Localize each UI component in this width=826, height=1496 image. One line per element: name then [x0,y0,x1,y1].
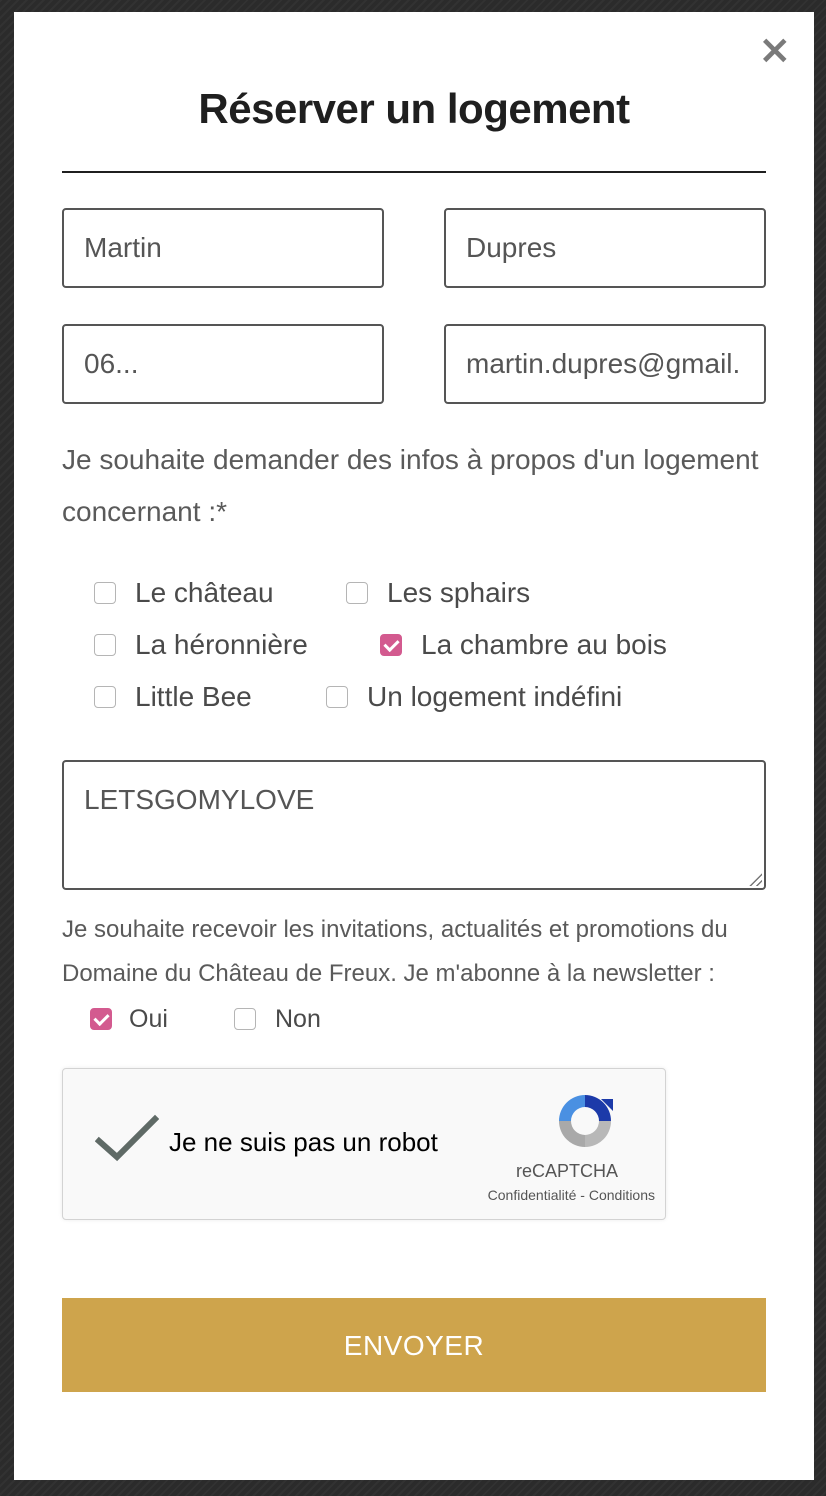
option-label: La héronnière [135,629,308,660]
lodging-option[interactable] [326,680,622,714]
checkbox[interactable] [346,582,368,604]
title-divider [62,171,766,173]
recaptcha-widget [62,1068,666,1220]
booking-modal [14,12,814,1480]
modal-title: Réserver un logement [198,85,630,132]
recaptcha-logo-icon [553,1089,617,1153]
first-name-input[interactable]: Martin [62,208,384,288]
checkbox[interactable] [234,1008,256,1030]
option-label: La chambre au bois [421,629,667,660]
lodging-option[interactable] [380,628,667,662]
recaptcha-links [433,1187,655,1203]
email-input[interactable]: martin.dupres@gmail. [444,324,766,404]
recaptcha-brand: reCAPTCHA [515,1161,618,1181]
lodging-option[interactable] [94,576,274,610]
lodging-option[interactable] [346,576,530,610]
message-textarea[interactable] [62,760,766,890]
option-label: Le château [135,577,274,608]
close-icon[interactable]: × [758,27,792,73]
newsletter-consent-text: Je souhaite recevoir les invitations, actualités et promotions du Domaine du Château de Freux. Je m'abonne à la newsletter : [62,916,728,987]
message-text: LETSGOMYLOVE [84,784,315,815]
checkbox[interactable] [326,686,348,708]
option-label: Un logement indéfini [367,681,623,712]
recaptcha-label: Je ne suis pas un robot [169,1127,438,1157]
phone-input[interactable]: 06... [62,324,384,404]
checkbox[interactable] [94,686,116,708]
checkbox[interactable] [90,1008,112,1030]
checkbox[interactable] [94,582,116,604]
option-label: Oui [129,1005,168,1033]
checkbox[interactable] [94,634,116,656]
submit-button[interactable]: ENVOYER [62,1298,766,1392]
newsletter-option-no[interactable] [234,1002,321,1036]
option-label: Les sphairs [387,577,531,608]
newsletter-option-yes[interactable] [90,1002,168,1036]
link-separator: - [580,1187,585,1203]
checkmark-icon[interactable] [95,1113,159,1163]
resize-handle-icon[interactable] [748,872,762,886]
lodging-option[interactable] [94,628,308,662]
lodging-question: Je souhaite demander des infos à propos d'un logement concernant :* [62,444,759,527]
option-label: Non [275,1005,321,1033]
lodging-option[interactable] [94,680,252,714]
privacy-link[interactable]: Confidentialité [487,1187,577,1203]
terms-link[interactable]: Conditions [588,1187,655,1203]
checkbox[interactable] [380,634,402,656]
last-name-input[interactable]: Dupres [444,208,766,288]
option-label: Little Bee [135,681,252,712]
